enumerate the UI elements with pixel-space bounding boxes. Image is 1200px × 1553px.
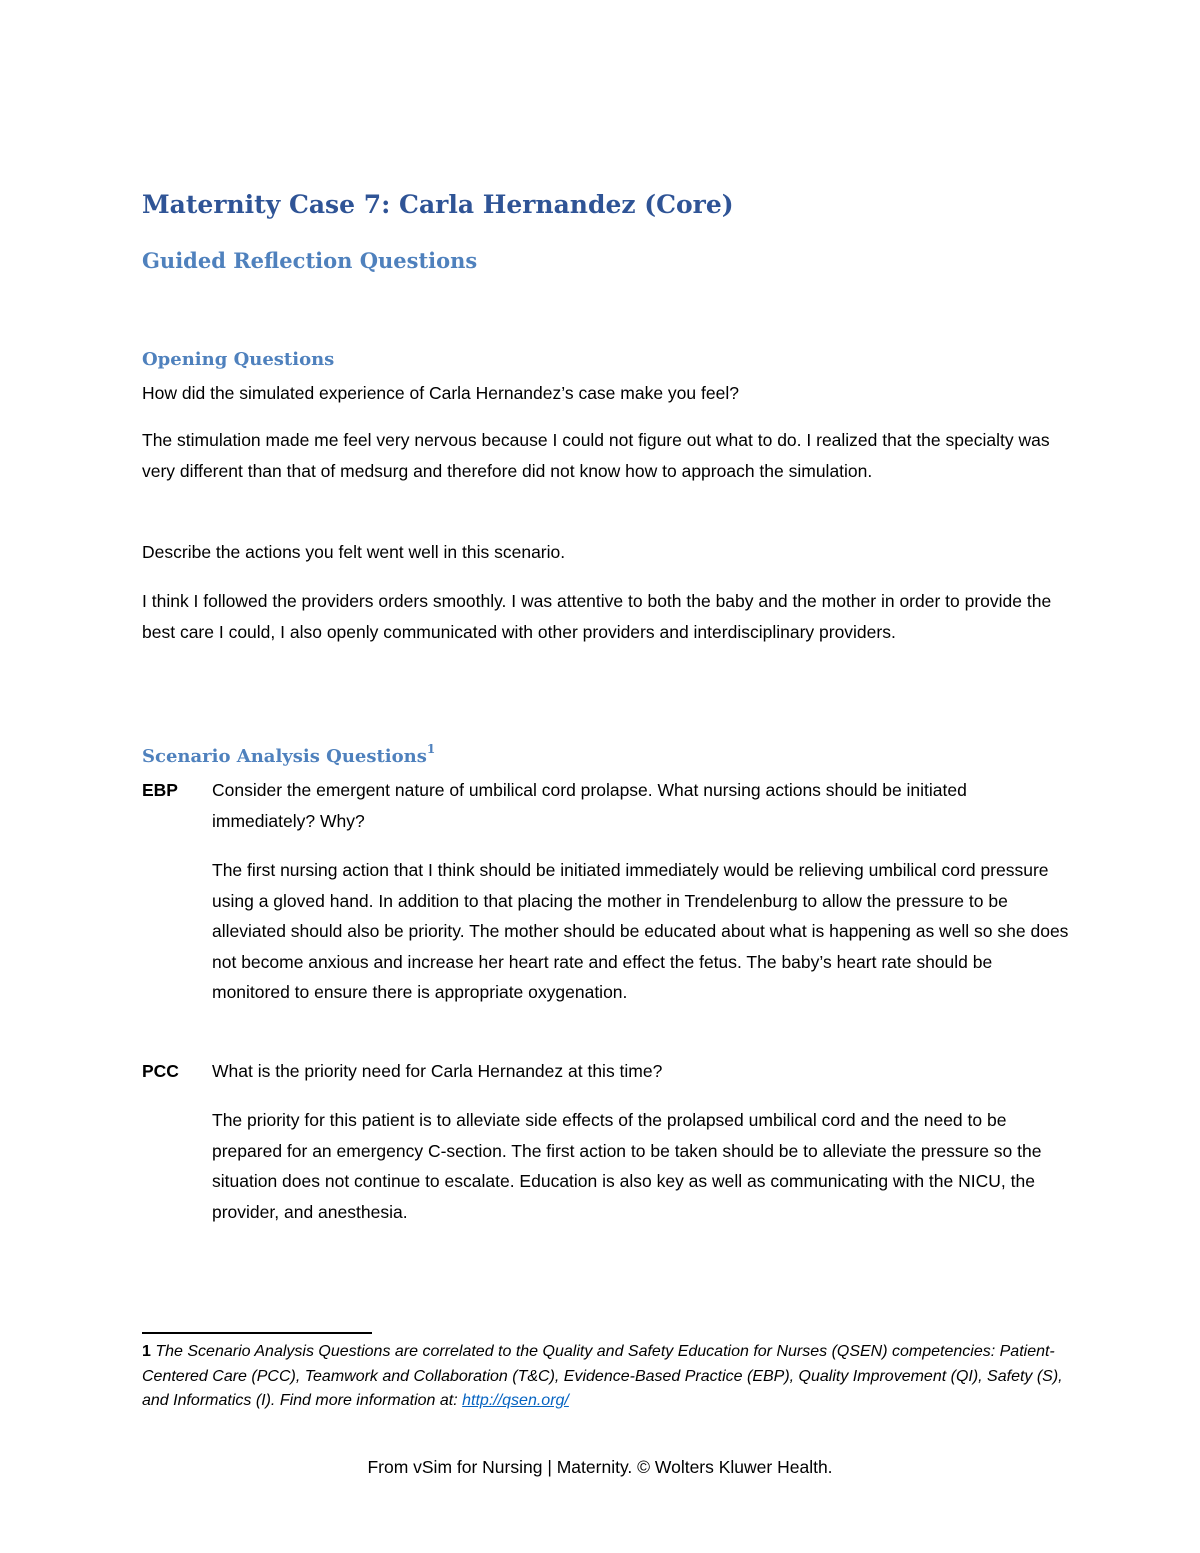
- opening-question-1: How did the simulated experience of Carla Hernandez’s case make you feel?: [142, 383, 739, 403]
- pcc-tag: PCC: [142, 1061, 179, 1081]
- scenario-analysis-heading-text: Scenario Analysis Questions: [142, 746, 427, 767]
- document-title: Maternity Case 7: Carla Hernandez (Core): [142, 190, 734, 219]
- opening-questions-heading: Opening Questions: [142, 349, 335, 370]
- qsen-link[interactable]: http://qsen.org/: [462, 1392, 569, 1409]
- opening-answer-2: I think I followed the providers orders smoothly. I was attentive to both the baby and the mother in order to provide the best care I could, I also openly communicated with other providers and interdisciplinary providers.: [142, 591, 1052, 642]
- page-footer: From vSim for Nursing | Maternity. © Wolters Kluwer Health.: [367, 1457, 833, 1477]
- footnote-reference: 1: [426, 742, 436, 756]
- opening-question-2: Describe the actions you felt went well in this scenario.: [142, 542, 566, 562]
- opening-answer-1: The stimulation made me feel very nervous because I could not figure out what to do. I realized that the specialty was very different than that of medsurg and therefore did not know how to approach the simulation.: [142, 430, 1050, 481]
- ebp-answer: The first nursing action that I think should be initiated immediately would be relieving umbilical cord pressure using a gloved hand. In addition to that placing the mother in Trendelenburg to allow the pressure to be alleviated should also be priority. The mother should be educated about what is happening as well so she does not become anxious and increase her heart rate and effect the fetus. The baby’s heart rate should be monitored to ensure there is appropriate oxygenation.: [212, 860, 1069, 1002]
- scenario-analysis-heading: [142, 742, 436, 767]
- pcc-answer: The priority for this patient is to alleviate side effects of the prolapsed umbilical cord and the need to be prepared for an emergency C-section. The first action to be taken should be to alleviate the pressure so the situation does not continue to escalate. Education is also key as well as communicating with the NICU, the provider, and anesthesia.: [212, 1110, 1042, 1222]
- footnote-text: The Scenario Analysis Questions are correlated to the Quality and Safety Education for Nurses (QSEN) competencies: Patient-Centered Care (PCC), Teamwork and Collaboration (T&C), Evidence-Based Practice (EBP), Quality Improvement (QI), Safety (S), and Informatics (I). Find more information at:: [142, 1343, 1063, 1409]
- ebp-tag: EBP: [142, 780, 178, 800]
- ebp-question: Consider the emergent nature of umbilical cord prolapse. What nursing actions should be initiated immediately? Why?: [212, 780, 967, 831]
- footnote: [142, 1340, 1072, 1414]
- footnote-separator: [142, 1332, 372, 1334]
- pcc-question: What is the priority need for Carla Hernandez at this time?: [212, 1061, 663, 1081]
- document-subtitle: Guided Reflection Questions: [142, 248, 478, 273]
- footnote-number: 1: [142, 1343, 151, 1360]
